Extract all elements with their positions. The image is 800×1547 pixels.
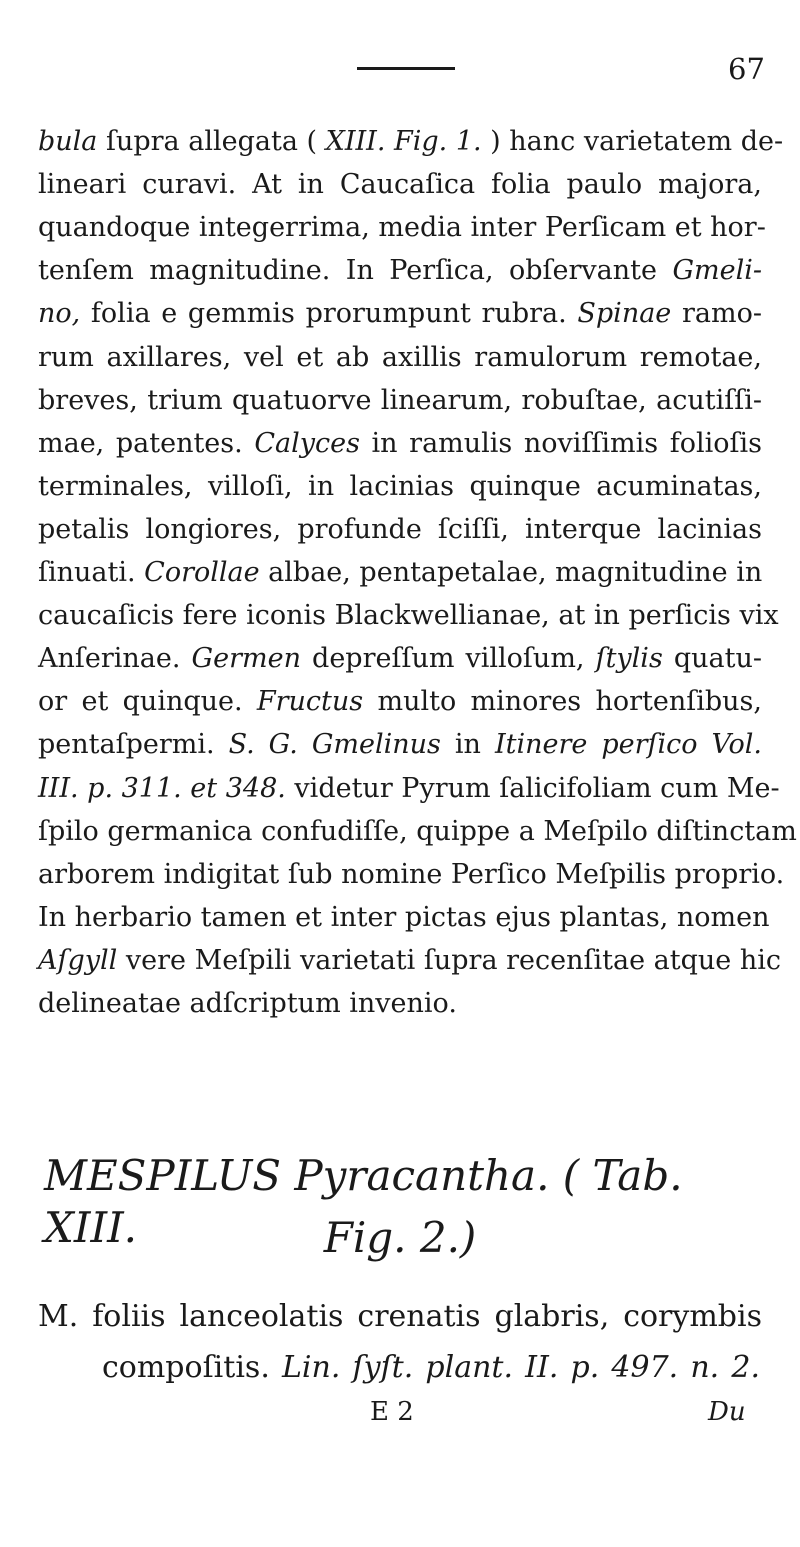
diagnosis-line-1: M. foliis lanceolatis crenatis glabris, corymbis <box>38 1299 762 1334</box>
text-run: folia e gemmis prorumpunt rubra. <box>80 298 578 329</box>
text-run: or et quinque. <box>38 686 257 717</box>
italic-term: Fructus <box>256 686 364 717</box>
italic-term: XIII. Fig. 1. <box>325 126 482 157</box>
text-line <box>38 469 762 505</box>
text-run: Anſerinae. <box>38 643 192 674</box>
text-line <box>38 857 785 893</box>
text-run: ſupra allegata ( <box>97 126 326 157</box>
text-run: delineatae adſcriptum invenio. <box>38 988 457 1019</box>
text-line <box>38 771 780 807</box>
text-line <box>38 253 762 289</box>
italic-term: Spinae <box>577 298 672 329</box>
catchword: Du <box>708 1397 746 1427</box>
diagnosis-text: compoſitis. <box>102 1350 282 1385</box>
text-run: arborem indigitat ſub nomine Perſico Meſpilis proprio. <box>38 859 785 890</box>
text-run: In herbario tamen et inter pictas ejus plantas, nomen <box>38 902 770 933</box>
text-run: ramo- <box>671 298 762 329</box>
text-run: quandoque integerrima, media inter Perſicam et hor- <box>38 212 766 243</box>
italic-term: no, <box>38 298 81 329</box>
italic-term: S. G. Gmelinus <box>228 729 441 760</box>
text-line <box>38 814 797 850</box>
text-run: videtur Pyrum ſalicifoliam cum Me- <box>285 773 780 804</box>
text-run: in <box>440 729 495 760</box>
diagnosis-line-2 <box>102 1348 760 1388</box>
italic-term: Germen <box>191 643 301 674</box>
page-number: 67 <box>728 52 765 86</box>
text-run: terminales, villoſi, in lacinias quinque acuminatas, <box>38 471 762 502</box>
text-line <box>38 727 762 763</box>
text-line <box>38 426 762 462</box>
text-run: ſpilo germanica confudiſſe, quippe a Meſpilo diſtinctam <box>38 816 797 847</box>
text-run: multo minores hortenſibus, <box>363 686 762 717</box>
text-run: depreſſum villoſum, <box>300 643 596 674</box>
text-line <box>38 555 762 591</box>
text-run: petalis longiores, profunde ſciſſi, interque lacinias <box>38 514 762 545</box>
text-run: albae, pentapetalae, magnitudine in <box>259 557 763 588</box>
text-line <box>38 167 762 203</box>
italic-term: III. p. 311. et 348. <box>38 773 286 804</box>
section-heading: MESPILUS Pyracantha. ( Tab. XIII. <box>44 1151 683 1252</box>
text-run: lineari curavi. At in Caucaſica folia paulo majora <box>38 169 754 200</box>
text-run: in ramulis noviſſimis folioſis <box>359 428 762 459</box>
italic-term: Aſgyll <box>38 945 118 976</box>
text-run: breves, trium quatuorve linearum, robuſtae, acutiſſi- <box>38 385 762 416</box>
section-heading-figure: Fig. 2.) <box>323 1213 477 1262</box>
text-line <box>38 684 762 720</box>
text-line <box>38 124 784 160</box>
header-rule <box>357 67 455 70</box>
text-line <box>38 986 762 1022</box>
text-line <box>38 512 762 548</box>
italic-term: Corollae <box>144 557 260 588</box>
text-run: ſinuati. <box>38 557 145 588</box>
text-run: ) hanc varietatem de- <box>481 126 784 157</box>
text-run: , <box>753 169 762 200</box>
text-line <box>38 296 762 332</box>
text-line <box>38 210 766 246</box>
text-run: quatu- <box>662 643 763 674</box>
text-line <box>38 340 762 376</box>
diagnosis-reference: Lin. ſyſt. plant. II. p. 497. n. 2. <box>282 1350 760 1385</box>
text-line <box>38 383 762 419</box>
signature-mark: E 2 <box>370 1397 414 1427</box>
text-run: rum axillares, vel et ab axillis ramulorum remotae, <box>38 342 762 373</box>
text-run: pentaſpermi. <box>38 729 229 760</box>
italic-term: Calyces <box>254 428 360 459</box>
italic-term: Itinere perſico Vol. <box>494 729 762 760</box>
text-line <box>38 641 762 677</box>
text-run: tenſem magnitudine. In Perſica, obſervante <box>38 255 673 286</box>
text-run: caucaſicis fere iconis Blackwellianae, at in perſicis vix <box>38 600 779 631</box>
text-run: vere Meſpili varietati ſupra recenſitae atque hic <box>117 945 781 976</box>
italic-term: Gmeli- <box>672 255 762 286</box>
text-line <box>38 943 781 979</box>
italic-term: ſtylis <box>595 643 663 674</box>
text-run: mae, patentes. <box>38 428 255 459</box>
text-line <box>38 598 779 634</box>
italic-term: bula <box>38 126 98 157</box>
text-line <box>38 900 770 936</box>
